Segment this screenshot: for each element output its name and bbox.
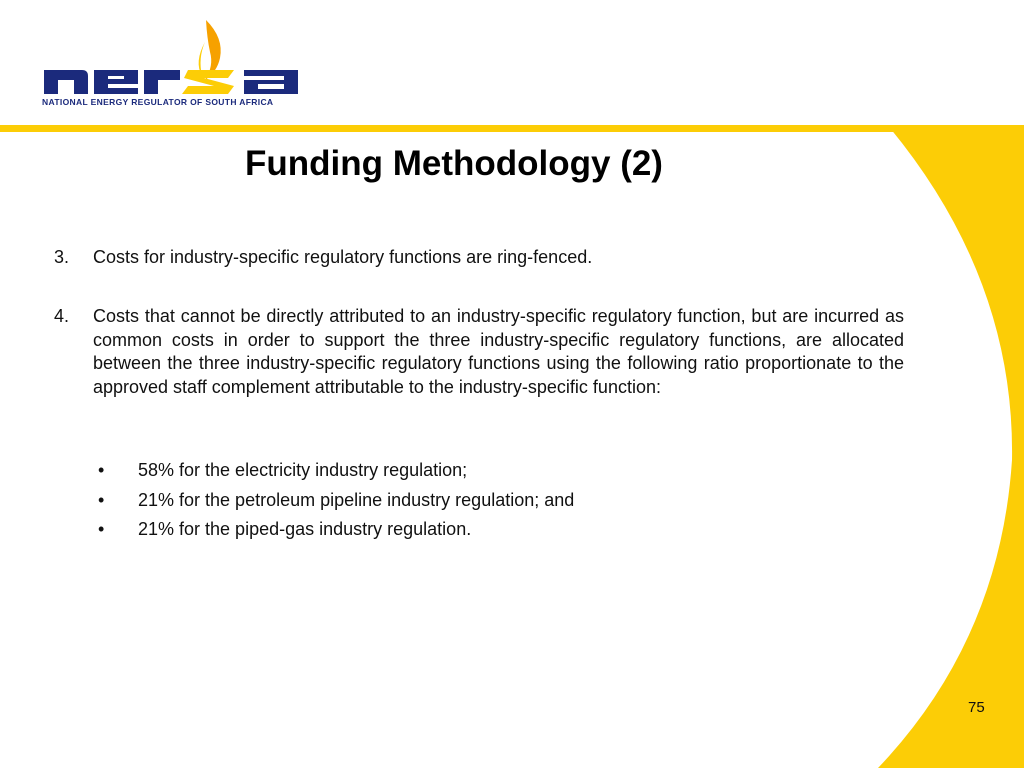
page-number: 75 [968, 699, 985, 716]
header-yellow-band [0, 125, 1024, 132]
logo-subtitle: NATIONAL ENERGY REGULATOR OF SOUTH AFRICA [42, 97, 274, 107]
bullet-item [98, 518, 798, 548]
list-item-text: Costs that cannot be directly attributed to an industry-specific regulatory function, but are incurred as common costs in order to support the three industry-specific regulatory functions, are allocated between the three industry-specific regulatory functions using the following ratio proportionate to the approved staff complement attributable to the industry-specific function: [93, 306, 904, 397]
list-item-text: Costs for industry-specific regulatory functions are ring-fenced. [93, 247, 593, 267]
list-item-number: 3. [54, 247, 70, 267]
bullet-text: 21% for the piped-gas industry regulation. [138, 519, 472, 539]
bullet-icon: • [98, 489, 105, 510]
bullet-text: 58% for the electricity industry regulation; [138, 460, 468, 480]
bullet-text: 21% for the petroleum pipeline industry regulation; and [138, 489, 575, 510]
slide-title: Funding Methodology (2) [245, 144, 663, 183]
bullet-item [98, 489, 798, 519]
nersa-logo [38, 18, 308, 110]
bullet-icon: • [98, 460, 105, 480]
yellow-swoosh [878, 128, 1024, 768]
bullet-icon: • [98, 519, 105, 539]
bullet-item [98, 459, 798, 489]
list-item [54, 305, 904, 425]
list-item-number: 4. [54, 306, 70, 326]
ratio-bullet-list [98, 459, 798, 548]
